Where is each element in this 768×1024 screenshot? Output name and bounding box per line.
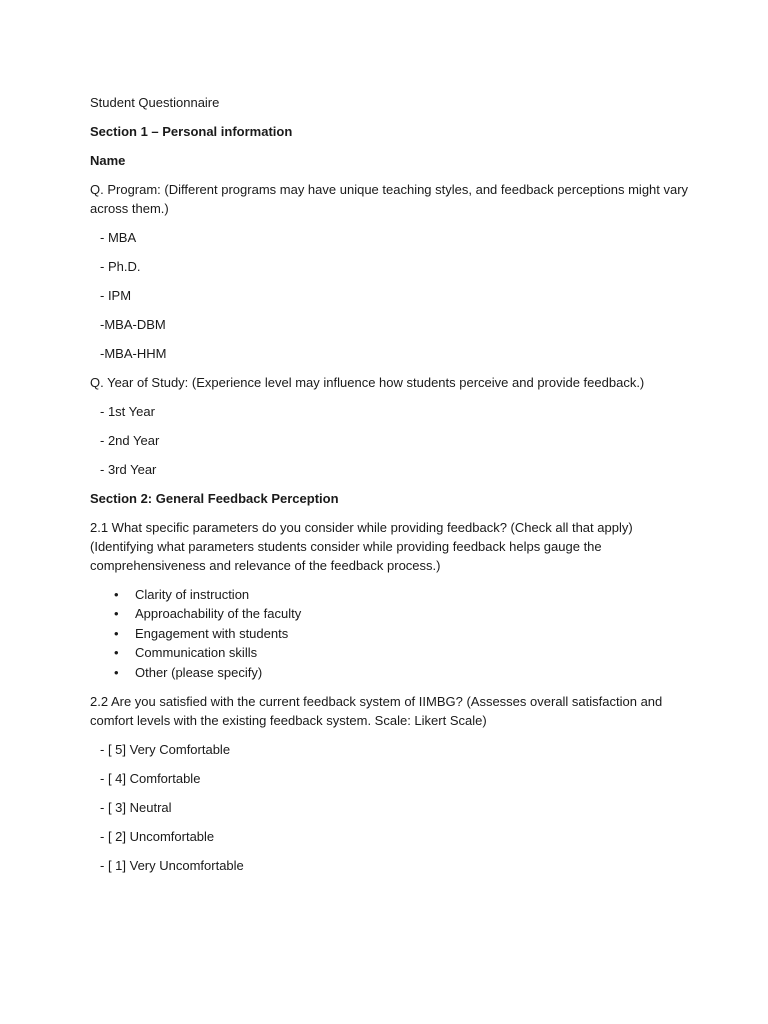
program-question: Q. Program: (Different programs may have unique teaching styles, and feedback perceptions might vary across them.) bbox=[90, 182, 689, 216]
list-item bbox=[90, 624, 690, 643]
section-1-heading: Section 1 – Personal information bbox=[90, 124, 293, 139]
likert-option-3: - [ 3] Neutral bbox=[100, 800, 172, 816]
likert-option-5: - [ 5] Very Comfortable bbox=[100, 742, 231, 758]
likert-option-4: - [ 4] Comfortable bbox=[100, 771, 201, 787]
bullet-icon: • bbox=[114, 625, 119, 641]
question-2-1: 2.1 What specific parameters do you consider while providing feedback? (Check all that apply) (Identifying what parameters students consider while providing feedback helps gauge the comprehensiveness and relevance of the feedback process.) bbox=[90, 520, 633, 573]
question-2-2: 2.2 Are you satisfied with the current feedback system of IIMBG? (Assesses overall satisfaction and comfort levels with the existing feedback system. Scale: Likert Scale) bbox=[90, 694, 663, 729]
program-option-mba: - MBA bbox=[100, 230, 137, 245]
likert-option-2: - [ 2] Uncomfortable bbox=[100, 829, 215, 845]
document-title: Student Questionnaire bbox=[90, 95, 220, 110]
year-option-3rd: - 3rd Year bbox=[100, 462, 157, 477]
list-item bbox=[90, 604, 690, 623]
bullet-icon: • bbox=[114, 664, 119, 680]
list-item-label: Engagement with students bbox=[135, 625, 289, 641]
program-option-mba-dbm: -MBA-DBM bbox=[100, 317, 166, 332]
program-option-phd: - Ph.D. bbox=[100, 259, 141, 274]
bullet-icon: • bbox=[114, 606, 119, 622]
document-page bbox=[90, 93, 690, 885]
list-item-label: Communication skills bbox=[135, 645, 258, 661]
list-item-label: Other (please specify) bbox=[135, 664, 263, 680]
name-label: Name bbox=[90, 153, 126, 168]
list-item bbox=[90, 643, 690, 662]
likert-option-1: - [ 1] Very Uncomfortable bbox=[100, 858, 244, 874]
program-option-mba-hhm: -MBA-HHM bbox=[100, 346, 167, 361]
bullet-icon: • bbox=[114, 587, 119, 602]
list-item bbox=[90, 585, 690, 604]
section-2-heading: Section 2: General Feedback Perception bbox=[90, 491, 339, 506]
year-question: Q. Year of Study: (Experience level may influence how students perceive and provide feedback.) bbox=[90, 375, 645, 390]
bullet-icon: • bbox=[114, 645, 119, 661]
year-option-2nd: - 2nd Year bbox=[100, 433, 160, 448]
list-item bbox=[90, 663, 690, 682]
list-item-label: Clarity of instruction bbox=[135, 587, 250, 602]
year-option-1st: - 1st Year bbox=[100, 404, 155, 419]
list-item-label: Approachability of the faculty bbox=[135, 606, 302, 622]
parameter-list bbox=[90, 585, 690, 682]
program-option-ipm: - IPM bbox=[100, 288, 132, 303]
